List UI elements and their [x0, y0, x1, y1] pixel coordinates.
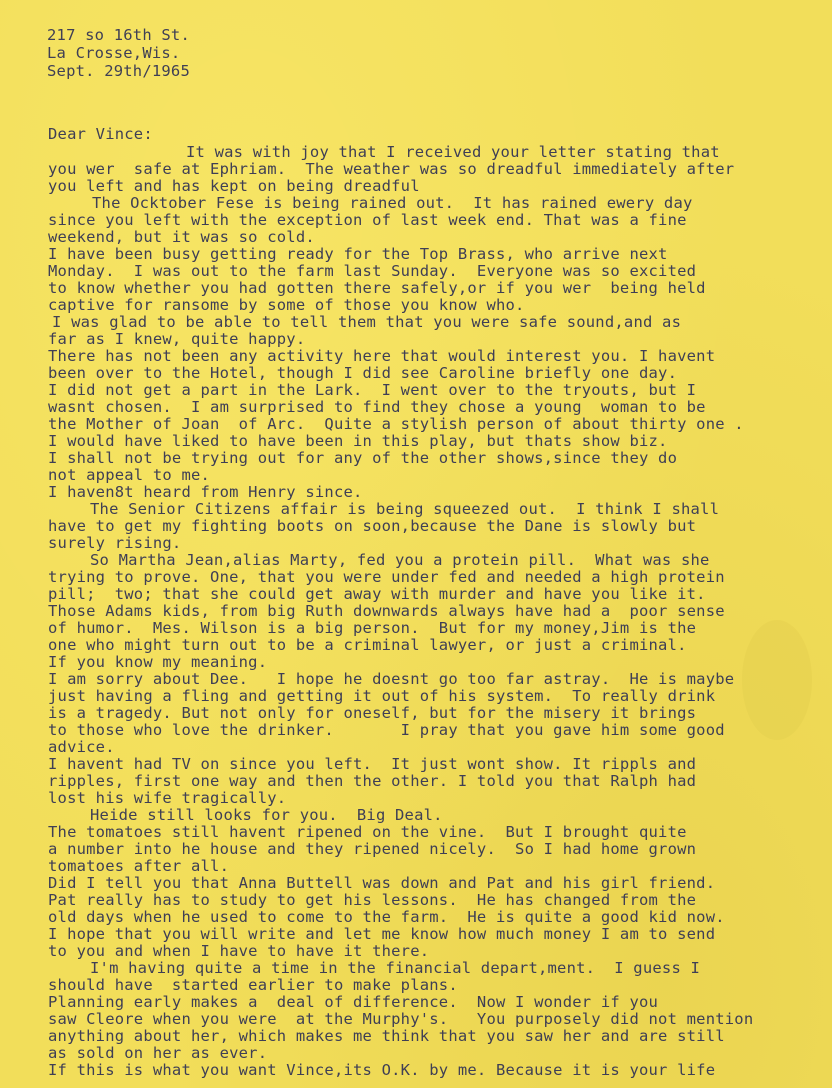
paper-stain: [742, 620, 812, 740]
letter-line: Heide still looks for you. Big Deal.: [90, 806, 443, 824]
letter-line: saw Cleore when you were at the Murphy's. You purposely did not mention: [48, 1010, 754, 1028]
letter-line: tomatoes after all.: [48, 857, 230, 875]
letter-line: Those Adams kids, from big Ruth downwards always have had a poor sense: [48, 602, 725, 620]
letter-line: I haven8t heard from Henry since.: [48, 483, 363, 501]
letter-line: since you left with the exception of last week end. That was a fine: [48, 211, 687, 229]
letter-line: If you know my meaning.: [48, 653, 268, 671]
letter-line: been over to the Hotel, though I did see Caroline briefly one day.: [48, 364, 678, 382]
letter-line: ripples, first one way and then the other. I told you that Ralph had: [48, 772, 697, 790]
letter-line: the Mother of Joan of Arc. Quite a stylish person of about thirty one .: [48, 415, 744, 433]
letter-line: So Martha Jean,alias Marty, fed you a protein pill. What was she: [90, 551, 710, 569]
letter-line: captive for ransome by some of those you know who.: [48, 296, 525, 314]
letter-line: as sold on her as ever.: [48, 1044, 268, 1062]
letter-line: you wer safe at Ephriam. The weather was so dreadful immediately after: [48, 160, 735, 178]
letter-line: Planning early makes a deal of difference. Now I wonder if you: [48, 993, 659, 1011]
letter-line: pill; two; that she could get away with murder and have you like it.: [48, 585, 706, 603]
letter-line: anything about her, which makes me think that you saw her and are still: [48, 1027, 725, 1045]
letter-line: to those who love the drinker. I pray that you gave him some good: [48, 721, 725, 739]
letter-line: trying to prove. One, that you were under fed and needed a high protein: [48, 568, 725, 586]
letter-line: should have started earlier to make plans.: [48, 976, 458, 994]
letter-line: not appeal to me.: [48, 466, 211, 484]
letter-line: old days when he used to come to the farm. He is quite a good kid now.: [48, 908, 725, 926]
letter-line: There has not been any activity here that would interest you. I havent: [48, 347, 716, 365]
letter-line: far as I knew, quite happy.: [48, 330, 306, 348]
letter-line: a number into he house and they ripened nicely. So I had home grown: [48, 840, 697, 858]
letter-line: have to get my fighting boots on soon,because the Dane is slowly but: [48, 517, 697, 535]
letter-line: one who might turn out to be a criminal lawyer, or just a criminal.: [48, 636, 687, 654]
letter-line: advice.: [48, 738, 115, 756]
letter-line: of humor. Mes. Wilson is a big person. But for my money,Jim is the: [48, 619, 697, 637]
letter-line: I havent had TV on since you left. It just wont show. It rippls and: [48, 755, 697, 773]
letter-line: I hope that you will write and let me know how much money I am to send: [48, 925, 716, 943]
salutation: Dear Vince:: [48, 125, 153, 143]
letter-line: The Ocktober Fese is being rained out. It has rained ewery day: [92, 194, 693, 212]
letter-line: The Senior Citizens affair is being squeezed out. I think I shall: [90, 500, 720, 518]
letter-line: just having a fling and getting it out of his system. To really drink: [48, 687, 716, 705]
letter-line: to you and when I have to have it there.: [48, 942, 430, 960]
letter-line: to know whether you had gotten there safely,or if you wer being held: [48, 279, 706, 297]
letter-line: weekend, but it was so cold.: [48, 228, 315, 246]
letter-line: lost his wife tragically.: [48, 789, 287, 807]
letter-line: If this is what you want Vince,its O.K. by me. Because it is your life: [48, 1061, 716, 1079]
letter-line: I was glad to be able to tell them that you were safe sound,and as: [52, 313, 682, 331]
letter-line: wasnt chosen. I am surprised to find they chose a young woman to be: [48, 398, 706, 416]
letter-line: Pat really has to study to get his lessons. He has changed from the: [48, 891, 697, 909]
letter-line: I'm having quite a time in the financial depart,ment. I guess I: [90, 959, 701, 977]
letter-line: I did not get a part in the Lark. I went over to the tryouts, but I: [48, 381, 697, 399]
return-address-street: 217 so 16th St.: [47, 26, 190, 44]
letter-line: I have been busy getting ready for the Top Brass, who arrive next: [48, 245, 668, 263]
letter-line: I am sorry about Dee. I hope he doesnt go too far astray. He is maybe: [48, 670, 735, 688]
letter-line: surely rising.: [48, 534, 182, 552]
letter-line: It was with joy that I received your letter stating that: [186, 143, 720, 161]
letter-line: is a tragedy. But not only for oneself, but for the misery it brings: [48, 704, 697, 722]
letter-line: Did I tell you that Anna Buttell was down and Pat and his girl friend.: [48, 874, 716, 892]
letter-line: I shall not be trying out for any of the other shows,since they do: [48, 449, 678, 467]
letter-date: Sept. 29th/1965: [47, 62, 190, 80]
letter-line: Monday. I was out to the farm last Sunday. Everyone was so excited: [48, 262, 697, 280]
letter-line: you left and has kept on being dreadful: [48, 177, 420, 195]
letter-line: The tomatoes still havent ripened on the vine. But I brought quite: [48, 823, 687, 841]
letter-line: I would have liked to have been in this play, but thats show biz.: [48, 432, 668, 450]
return-address-city: La Crosse,Wis.: [47, 44, 181, 62]
